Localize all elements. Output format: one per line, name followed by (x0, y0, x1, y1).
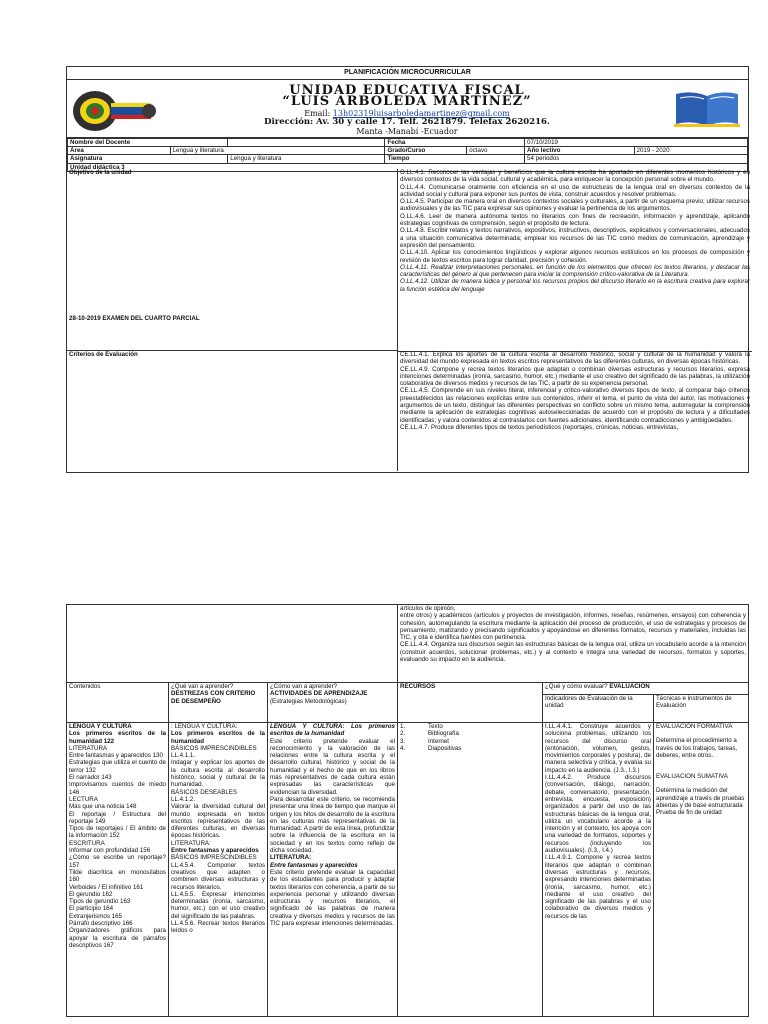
contenido-item: Improvisamos cuentos de miedo 146 (69, 781, 166, 796)
objetivo-item: O.LL.4.1. Reconocer las ventajas y beneficios que la cultura escrita ha aportado en diferentes momentos históricos y en diversos contextos de la vida social, cultural y académica, para enriquecer la concepción personal sobre el mundo. (400, 169, 750, 184)
criterios-list (398, 351, 752, 471)
school-header (67, 80, 748, 138)
destreza-item: BÁSICOS DESEABLES (171, 788, 238, 796)
contenido-item: El narrador 143 (69, 774, 112, 782)
recurso-label: Diapositivas (428, 744, 462, 752)
recurso-number: 2. (400, 730, 406, 738)
tecnica-heading: EVALUACION SUMATIVA (656, 773, 728, 781)
evaluacion-question: ¿Qué y cómo evaluar? (545, 683, 608, 690)
grado-label: Grado/Curso (385, 147, 467, 155)
destreza-item: LL.4.5.4. Componer textos creativos que adapten o combinen diversas estructuras y recursos literarios. (171, 861, 265, 891)
header-destrezas (169, 683, 268, 723)
destrezas-title: DESTREZAS CON CRITERIO DE DESEMPEÑO (171, 690, 256, 705)
actividad-heading: LENGUA Y CULTURA: Los primeros escritos de la humanidad (270, 723, 395, 738)
destreza-item: LL.4.5.5. Expresar intenciones determinadas (ironía, sarcasmo, humor, etc.) con el uso creativo del significado de las palabras. (171, 890, 265, 920)
criterio-item: artículos de opinión, (400, 605, 456, 612)
contenido-item: Más que una noticia 148 (69, 803, 137, 811)
actividades-column (268, 723, 398, 1017)
contenido-item: LITERATURA (69, 744, 108, 752)
destreza-item: BÁSICOS IMPRESCINDIBLES (171, 854, 257, 862)
contenido-item: Tipos de reportajes / El ámbito de la información 152 (69, 825, 166, 840)
contenido-item: Tilde diacrítica en monosílabos 160 (69, 868, 166, 884)
general-info-table (67, 138, 748, 172)
email-link[interactable]: 13h02319luisarboledamartinez@gmail.com (332, 109, 510, 118)
contenido-item: Estrategias que utiliza el cuento de terror 132 (69, 759, 166, 774)
recurso-item (400, 738, 540, 745)
activities-table-body (67, 723, 748, 1016)
criterio-item: CE.LL.4.5. Comprende en sus niveles literal, inferencial y crítico-valorativo diversos tipos de texto, al comparar bajo criterios preestablecidos las relaciones explícitas entre sus contenidos, inferir el tema, el punto de vista del autor, las motivaciones y argumentos de un texto, distinguir las diferentes perspectivas en conflicto sobre un mismo tema, autorregular la comprensión mediante la aplicación de estrategias cognitivas autoseleccionadas de acuerdo con el propósito de lectura y a dificultades identificadas; y valora contenidos al contrastarlos con fuentes adicionales, identificando contradicciones y ambigüedades. (400, 387, 750, 424)
contenido-item: LENGUA Y CULTURA (69, 723, 132, 730)
recurso-number: 1. (400, 723, 406, 730)
destreza-item: LL.4.1.1. (171, 752, 196, 760)
criterios-continued (398, 605, 748, 683)
anio-value: 2019 - 2020 (634, 147, 747, 155)
destrezas-column (169, 723, 268, 1017)
school-city: Manta -Manabí -Ecuador (356, 127, 458, 136)
recurso-number: 4. (400, 744, 406, 752)
tiempo-label: Tiempo (385, 155, 525, 163)
contenido-item: Tipos de gerundio 163 (69, 898, 131, 906)
actividad-item: Este criterio pretende evaluar el reconocimiento y la valoración de las relaciones entre la cultura escrita y el desarrollo cultural, histórico y social de la humanidad y el hecho de que en los libros más representativos de cada cultura están expresadas las características que evidencian la diversidad. (270, 737, 395, 796)
contenidos-column (67, 723, 169, 1017)
destreza-item: LITERATURA: (171, 839, 211, 847)
grado-value: octavo (467, 147, 525, 155)
objetivo-item: O.LL.4.8. Escribir relatos y textos narrativos, expositivos, instructivos, descriptivos, explicativos y conversacionales, adecuados a una situación comunicativa determinada; emplear los recursos de las TIC como medios de comunicación, aprendizaje y expresión del pensamiento. (400, 227, 750, 249)
tecnicas-column (654, 723, 749, 1017)
destreza-item: LL.4.5.6. Recrear textos literarios leídos o (171, 920, 265, 935)
evaluacion-title: EVALUACIÓN (609, 683, 650, 690)
objetivo-item: O.LL.4.10. Aplicar los conocimientos lingüísticos y explorar algunos recursos estilísticos en los procesos de composición y revisión de textos escritos para lograr claridad, precisión y cohesión. (400, 249, 750, 264)
criterio-item: CE.LL.4.9. Compone y recrea textos literarios que adaptan o combinan diversas estructuras y recursos literarios, expresa intenciones determinadas (ironía, sarcasmo, humor, etc.) mediante el uso creativo del significado de las palabras, la utilización colaborativa de diversos medios y recursos de las TIC, a partir de su experiencia personal. (400, 365, 750, 388)
destreza-item: Los primeros escritos de la humanidad (171, 730, 265, 745)
destreza-item: : LENGUA Y CULTURA: (171, 723, 238, 730)
area-value: Lengua y literatura (170, 147, 385, 155)
recurso-label: Texto (428, 723, 443, 730)
contenido-item: Párrafo descriptivo 166 (69, 920, 133, 928)
destreza-item: Valorar la diversidad cultural del mundo expresada en textos escritos representativos de las diferentes culturas, en diversas épocas históricas. (171, 803, 265, 840)
destreza-item: LL.4.1.2. (171, 795, 196, 803)
contenido-item: Entre fantasmas y aparecidos 130 (69, 752, 163, 760)
contenido-item: El gerundio 162 (69, 890, 113, 898)
asignatura-value: Lengua y literatura (228, 155, 385, 163)
objetivo-label: Objetivo de la unidad (69, 169, 132, 176)
header-contenidos: Contenidos (67, 683, 169, 723)
criterios-label: Criterios de Evaluación (69, 351, 138, 358)
school-name-line2: “LUIS ARBOLEDA MARTÍNEZ” (282, 94, 532, 109)
actividad-heading: Entre fantasmas y aparecidos (270, 861, 358, 869)
recurso-item (400, 730, 540, 737)
tecnica-item: Prueba de fin de unidad (656, 809, 722, 817)
contenido-item: El reportaje / Estructura del reportaje 149 (69, 810, 166, 825)
objectives-and-criteria (67, 169, 748, 471)
criterio-item: CE.LL.4.4. Organiza sus discursos según las estructuras básicas de la lengua oral, utiliza un vocabulario acorde a la intención (construir acuerdos, solucionar problemas, etc.) y al contexto e integra una variedad de recursos, formatos y soportes, evaluando su impacto en la audiencia. (400, 641, 747, 664)
school-name-line1: UNIDAD EDUCATIVA FISCAL (289, 83, 525, 98)
contenido-item: ¿Cómo se escribe un reportaje? 157 (69, 854, 166, 869)
tiempo-value: 54 periodos (525, 155, 748, 163)
open-book-logo (670, 86, 744, 132)
objetivo-cell (67, 169, 398, 351)
indicador-item: I.LL.4.4.1. Construye acuerdos y soluciona problemas, utilizando los recursos del discurso oral (entonación, volumen, gestos, movimientos corporales y postura), de manera selectiva y crítica, y evalúa su impacto en la audiencia. (J.3., I.3.) (545, 723, 651, 774)
tecnica-item: Determina la medición del aprendizaje a través de pruebas abiertas y de base estructurada (656, 787, 745, 810)
contenido-item: Los primeros escritos de la humanidad 122 (69, 730, 166, 745)
header-actividades (268, 683, 398, 723)
header-recursos: RECURSOS (398, 683, 543, 723)
criterio-item: CE.LL.4.1. Explica los aportes de la cultura escrita al desarrollo histórico, social y cultural de la humanidad y valora la diversidad del mundo expresada en textos escritos representativos de las diferentes culturas, en diversas épocas históricas. (400, 351, 750, 366)
school-address: Dirección: Av. 30 y calle 17. Telf. 2621879. Telefax 2620216. (264, 117, 550, 127)
exam-note: 28-10-2019 EXAMEN DEL CUARTO PARCIAL (69, 315, 200, 322)
destreza-item: BÁSICOS IMPRESCINDIBLES (171, 744, 257, 752)
indicador-item: I.LL.4.9.1. Compone y recrea textos literarios que adaptan o combinan diversas estructuras y recursos, expresando intenciones determinadas (ironía, sarcasmo, humor, etc.) mediante el uso creativo del significado de las palabras y el uso colaborativo de diversos medios y recursos de las (545, 854, 651, 920)
tecnica-item: Determina el procedimiento a través de los trabajos, tareas, deberes, entre otros. (656, 737, 738, 759)
objetivo-item: O.LL.4.12. Utilizar de manera lúdica y personal los recursos propios del discurso literario en la escritura creativa para explorar la función estética del lenguaje (400, 278, 750, 293)
actividad-heading: LITERATURA: (270, 854, 312, 862)
docente-value (228, 139, 385, 147)
destreza-item: Entre fantasmas y aparecidos (171, 847, 259, 855)
objetivo-item: O.LL.4.11. Realizar interpretaciones personales, en función de los elementos que ofrecen los textos literarios, y destacar las características del género al que pertenecen para iniciar la comprensión crítico-valorativa de la Literatura. (400, 263, 750, 279)
objetivo-item: O.LL.4.6. Leer de manera autónoma textos no literarios con fines de recreación, información y aprendizaje, aplicando estrategias cognitivas de comprensión, según el propósito de lectura. (400, 212, 750, 228)
destreza-item: Indagar y explicar los aportes de la cultura escrita al desarrollo histórico, social y cultural de la humanidad. (171, 759, 265, 789)
recurso-label: Bibliografía (428, 730, 459, 738)
indicadores-column (543, 723, 654, 1017)
school-crest-logo (71, 85, 157, 133)
objetivos-list (398, 169, 752, 352)
asignatura-label: Asignatura (68, 155, 228, 163)
planning-page-2 (66, 604, 749, 1017)
activities-table-header (67, 683, 748, 723)
fecha-label: Fecha (385, 139, 525, 147)
objetivo-item: O.LL.4.4. Comunicarse oralmente con eficiencia en el uso de estructuras de la lengua oral en diversos contextos de la actividad social y cultural para exponer sus puntos de vista, construir acuerdos y resolver problemas. (400, 183, 750, 198)
actividades-title: ACTIVIDADES DE APRENDIZAJE (270, 690, 368, 698)
document-title: PLANIFICACIÓN MICROCURRICULAR (67, 67, 748, 80)
recurso-item (400, 745, 540, 752)
criterios-cell (67, 351, 398, 471)
tecnica-heading: EVALUACIÓN FORMATIVA (656, 723, 733, 730)
unidad-label: Unidad didáctica 3 (68, 163, 748, 171)
contenido-item: ESCRITURA (69, 839, 105, 847)
header-indicadores: Indicadores de Evaluación de la unidad (543, 695, 654, 723)
criterio-item: entre otros) y académicos (artículos y proyectos de investigación, informes, reseñas, resúmenes, ensayos) con coherencia y cohesión, autorregulando la escritura mediante la aplicación del proceso de producción, el uso de estrategias y procesos de pensamiento, matizando y precisando significados y apoyándose en diferentes formatos, recursos y materiales, incluidas las TIC, y cita e identifica fuentes con pertinencia. (400, 612, 746, 642)
contenido-item: El participio 164 (69, 905, 114, 913)
area-label: Área (68, 147, 171, 155)
destrezas-question: ¿Qué van a aprender? (171, 683, 234, 690)
header-evaluacion (543, 683, 749, 695)
contenido-item: Verboides / El infinitivo 161 (69, 883, 144, 891)
criterio-item: CE.LL.4.7. Produce diferentes tipos de textos periodísticos (reportajes, crónicas, noticias, entrevistas, (400, 423, 679, 431)
actividades-subtitle: (Estrategias Metodológicas) (270, 697, 347, 705)
contenido-item: Organizadores gráficos para apoyar la escritura de párrafos descriptivos 167 (69, 927, 166, 949)
criterios-continued-left (67, 605, 398, 683)
actividad-item: Para desarrollar este criterio, se recomienda presentar una línea de tiempo que marque el origen y los hitos de desarrollo de la escritura en las culturas más representativas de la humanidad. A partir de esta línea, profundizar sobre la influencia de la escritura en la sociedad y en los textos como reflejo de dicha sociedad. (270, 795, 395, 855)
recurso-item (400, 723, 540, 730)
recurso-number: 3. (400, 737, 406, 745)
indicador-item: I.LL.4.4.2. Produce discursos (conversación, diálogo, narración, debate, conversatorio, presentación, entrevista, encuesta, exposición) organizados a partir del uso de las estructuras básicas de la lengua oral, utiliza un vocabulario acorde a la intención y el contexto, los apoya con una variedad de formatos, soportes y recursos (incluyendo los audiovisuales). (I.3., I.4.) (545, 774, 651, 855)
fecha-value: 07/10/2019 (525, 139, 748, 147)
email-label: Email: (304, 109, 331, 118)
docente-label: Nombre del Docente (68, 139, 228, 147)
contenido-item: Extranjerismos 165 (69, 912, 122, 920)
actividad-item: Este criterio pretende evaluar la capacidad de los estudiantes para producir y adaptar textos literarios con coherencia, a partir de su experiencia personal y utilizando diversas estructuras y recursos literarios, el significado de las palabras de manera creativa y diversos medios y recursos de las TIC para expresar intenciones determinadas. (270, 868, 395, 928)
recursos-column (398, 723, 543, 1017)
planning-page-1 (66, 66, 749, 473)
contenido-item: Informar con profundidad 156 (69, 847, 151, 855)
contenido-item: LECTURA (69, 795, 98, 803)
objetivo-item: O.LL.4.5. Participar de manera oral en diversos contextos sociales y culturales, a partir de un esquema previo; utilizar recursos audiovisuales y de las TIC para expresar sus opiniones y evaluar la pertinencia de los argumentos. (400, 198, 750, 213)
recurso-label: Internet (428, 737, 449, 745)
actividades-question: ¿Cómo van a aprender? (270, 683, 338, 690)
anio-label: Año lectivo (525, 147, 634, 155)
header-tecnicas: Técnicas e instrumentos de Evaluación (654, 695, 749, 723)
